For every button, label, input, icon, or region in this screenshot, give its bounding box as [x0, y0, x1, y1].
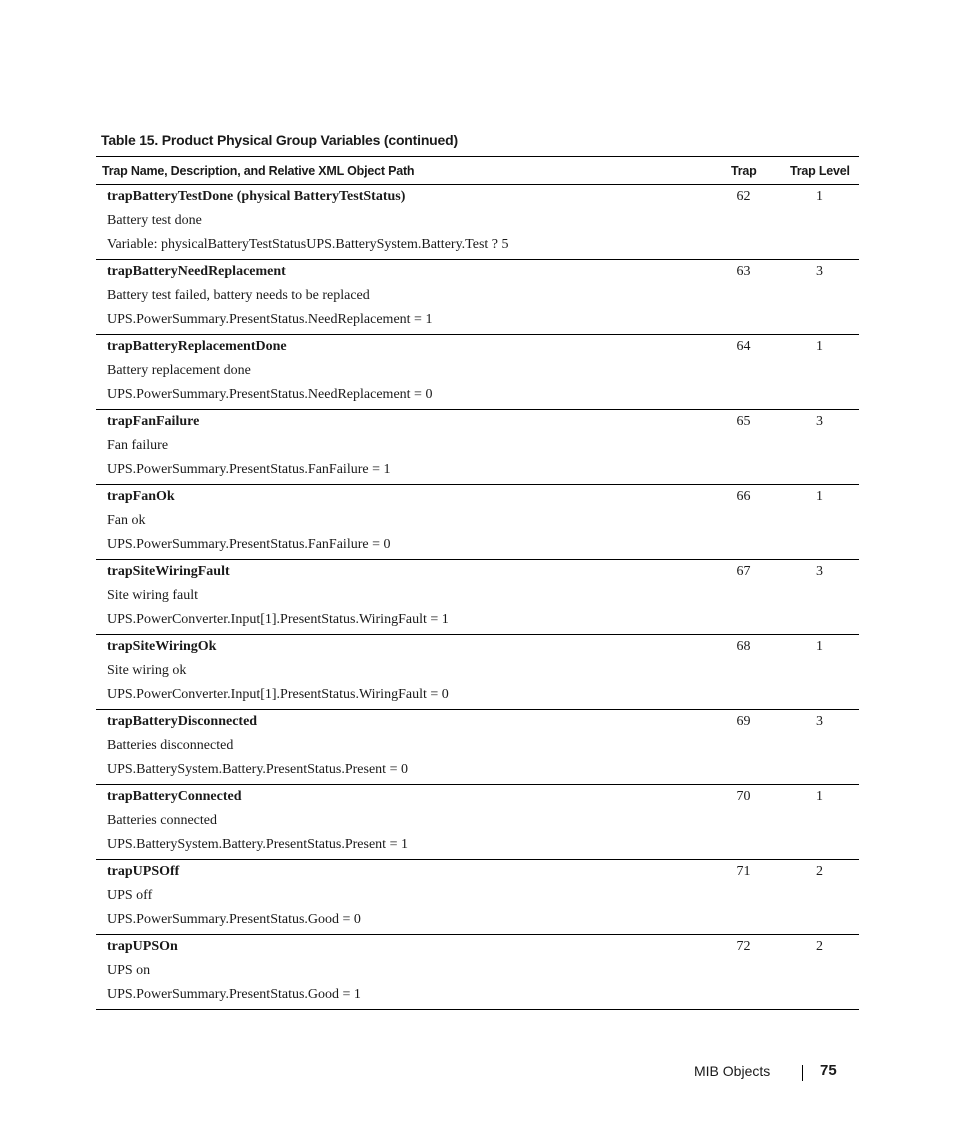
trap-level: 3 — [816, 414, 823, 429]
trap-level: 1 — [816, 489, 823, 504]
trap-level: 2 — [816, 939, 823, 954]
trap-number: 72 — [736, 939, 751, 954]
trap-description: Fan ok — [107, 513, 146, 528]
trap-description: Battery test done — [107, 213, 202, 228]
trap-name: trapBatteryDisconnected — [107, 714, 258, 729]
xml-object-path: UPS.PowerSummary.PresentStatus.Good = 1 — [107, 987, 361, 1002]
trap-description-cell — [107, 335, 432, 407]
table-row — [96, 410, 859, 485]
trap-name: trapUPSOn — [107, 939, 178, 954]
table-row — [96, 860, 859, 935]
table-row — [96, 485, 859, 560]
trap-level: 2 — [816, 864, 823, 879]
trap-level: 3 — [816, 564, 823, 579]
trap-description-cell — [107, 635, 449, 707]
trap-description: Battery test failed, battery needs to be replaced — [107, 288, 370, 303]
column-header-trap: Trap — [731, 164, 757, 178]
trap-name: trapBatteryConnected — [107, 789, 242, 804]
trap-level: 1 — [816, 189, 823, 204]
table-caption: Table 15. Product Physical Group Variables (continued) — [101, 132, 458, 148]
trap-description-cell — [107, 485, 390, 557]
trap-description: Batteries connected — [107, 813, 218, 828]
trap-description: Battery replacement done — [107, 363, 251, 378]
trap-number: 69 — [736, 714, 751, 729]
trap-description: Site wiring fault — [107, 588, 198, 603]
xml-object-path: UPS.PowerConverter.Input[1].PresentStatus.WiringFault = 0 — [107, 687, 449, 702]
trap-level: 3 — [816, 714, 823, 729]
footer-section-title: MIB Objects — [694, 1063, 771, 1079]
xml-object-path: UPS.BatterySystem.Battery.PresentStatus.Present = 1 — [107, 837, 408, 852]
xml-object-path: UPS.PowerSummary.PresentStatus.NeedReplacement = 1 — [107, 312, 433, 327]
trap-name: trapFanFailure — [107, 414, 200, 429]
table-row — [96, 785, 859, 860]
trap-description: UPS on — [107, 963, 151, 978]
trap-name: trapUPSOff — [107, 864, 180, 879]
trap-number: 68 — [736, 639, 751, 654]
xml-object-path: UPS.PowerSummary.PresentStatus.NeedReplacement = 0 — [107, 387, 433, 402]
trap-description-cell — [107, 710, 408, 782]
xml-object-path: UPS.PowerSummary.PresentStatus.FanFailure = 0 — [107, 537, 391, 552]
xml-object-path: UPS.PowerSummary.PresentStatus.Good = 0 — [107, 912, 361, 927]
table-row — [96, 260, 859, 335]
table-header — [96, 157, 859, 185]
trap-description-cell — [107, 410, 390, 482]
trap-name: trapSiteWiringOk — [107, 639, 217, 654]
trap-description: Site wiring ok — [107, 663, 187, 678]
page-number: 75 — [820, 1062, 837, 1079]
trap-number: 65 — [736, 414, 751, 429]
trap-description-cell — [107, 935, 361, 1007]
xml-object-path: UPS.BatterySystem.Battery.PresentStatus.Present = 0 — [107, 762, 408, 777]
trap-number: 71 — [736, 864, 751, 879]
table-row — [96, 560, 859, 635]
table-row — [96, 185, 859, 260]
trap-number: 70 — [736, 789, 751, 804]
trap-number: 67 — [736, 564, 751, 579]
table-row — [96, 935, 859, 1009]
table-row — [96, 710, 859, 785]
trap-description: Batteries disconnected — [107, 738, 234, 753]
trap-description-cell — [107, 185, 509, 257]
xml-object-path: Variable: physicalBatteryTestStatusUPS.BatterySystem.Battery.Test ? 5 — [107, 237, 509, 252]
table-body — [96, 185, 859, 1009]
trap-level: 1 — [816, 639, 823, 654]
trap-number: 66 — [736, 489, 751, 504]
trap-description-cell — [107, 860, 361, 932]
xml-object-path: UPS.PowerSummary.PresentStatus.FanFailure = 1 — [107, 462, 391, 477]
trap-description-cell — [107, 785, 408, 857]
trap-description: Fan failure — [107, 438, 169, 453]
trap-name: trapBatteryTestDone (physical BatteryTestStatus) — [107, 189, 406, 204]
trap-name: trapFanOk — [107, 489, 175, 504]
table-row — [96, 335, 859, 410]
trap-name: trapSiteWiringFault — [107, 564, 230, 579]
trap-description: UPS off — [107, 888, 153, 903]
xml-object-path: UPS.PowerConverter.Input[1].PresentStatus.WiringFault = 1 — [107, 612, 449, 627]
trap-number: 64 — [736, 339, 751, 354]
trap-table — [96, 156, 859, 1010]
trap-name: trapBatteryReplacementDone — [107, 339, 287, 354]
trap-level: 1 — [816, 789, 823, 804]
trap-number: 63 — [736, 264, 751, 279]
trap-description-cell — [107, 560, 449, 632]
trap-name: trapBatteryNeedReplacement — [107, 264, 286, 279]
trap-level: 3 — [816, 264, 823, 279]
footer-divider — [802, 1065, 803, 1081]
column-header-name: Trap Name, Description, and Relative XML Object Path — [102, 164, 415, 178]
trap-description-cell — [107, 260, 432, 332]
trap-number: 62 — [736, 189, 751, 204]
trap-level: 1 — [816, 339, 823, 354]
column-header-trap-level: Trap Level — [790, 164, 850, 178]
table-row — [96, 635, 859, 710]
